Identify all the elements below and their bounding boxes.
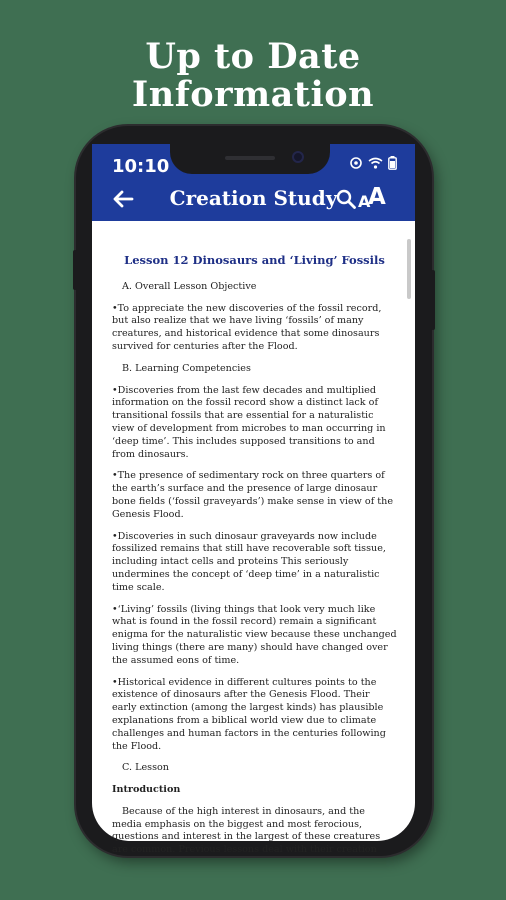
speaker	[225, 156, 275, 160]
app-bar	[92, 144, 415, 221]
lesson-title: Lesson 12 Dinosaurs and ‘Living’ Fossils	[124, 253, 385, 267]
search-icon[interactable]	[335, 188, 357, 210]
competency-paragraph: •Discoveries in such dinosaur graveyards now include fossilized remains that still have recoverable soft tissue, including intact cells and proteins This seriously undermines the concept of ‘deep time’ in a naturalistic time scale.	[112, 530, 386, 593]
front-camera	[292, 151, 304, 163]
promo-headline	[0, 38, 506, 114]
font-size-big-label: A	[368, 184, 386, 210]
section-heading-b: B. Learning Competencies	[122, 362, 251, 374]
promo-line-2: Information	[131, 74, 375, 115]
app-title: Creation Study	[169, 186, 338, 210]
competency-paragraph: •The presence of sedimentary rock on three quarters of the earth’s surface and the presence of large dinosaur bone fields (‘fossil graveyards’) make sense in view of the Genesis Flood.	[112, 470, 394, 520]
power-button	[431, 270, 435, 330]
signal-icon	[349, 157, 363, 169]
scrollbar[interactable]	[407, 239, 411, 299]
competency-paragraph: •‘Living’ fossils (living things that look very much like what is found in the fossil record) remain a significant enigma for the naturalistic view because these unchanged living things (there are many) should have changed over the assumed eons of time.	[112, 603, 397, 666]
status-time: 10:10	[112, 156, 170, 177]
status-icons	[349, 156, 397, 170]
notch	[170, 142, 330, 174]
lesson-content	[112, 236, 397, 857]
font-size-small-label: A	[358, 192, 371, 211]
section-heading-c: C. Lesson	[122, 762, 169, 774]
objective-paragraph: •To appreciate the new discoveries of the fossil record, but also realize that we have living ‘fossils’ of many creatures, and historical evidence that some dinosaurs survived for centuries after the Flood.	[112, 302, 382, 352]
competency-paragraph: •Discoveries from the last few decades and multiplied information on the fossil record show a distinct lack of transitional fossils that are essential for a naturalistic view of development from microbes to man occurring in ‘deep time’. This includes supposed transitions to and from dinosaurs.	[112, 384, 386, 460]
battery-icon	[388, 156, 397, 170]
promo-line-1: Up to Date	[145, 36, 361, 77]
intro-paragraph: Because of the high interest in dinosaurs, and the media emphasis on the biggest and most ferocious, questions and interest in the largest of these creatures are common. Previous lessons deal with their creation	[112, 805, 381, 856]
section-heading-a: A. Overall Lesson Objective	[122, 280, 257, 292]
font-size-button[interactable]	[358, 184, 388, 212]
volume-button	[73, 250, 77, 290]
intro-heading: Introduction	[112, 784, 181, 796]
competency-paragraph: •Historical evidence in different cultures points to the existence of dinosaurs after the Genesis Flood. Their early extinction (among the largest kinds) has plausible explanations from a biblical world view due to climate challenges and human factors in the centuries following the Flood.	[112, 676, 386, 752]
phone-screen	[92, 144, 415, 856]
wifi-icon	[368, 157, 383, 169]
